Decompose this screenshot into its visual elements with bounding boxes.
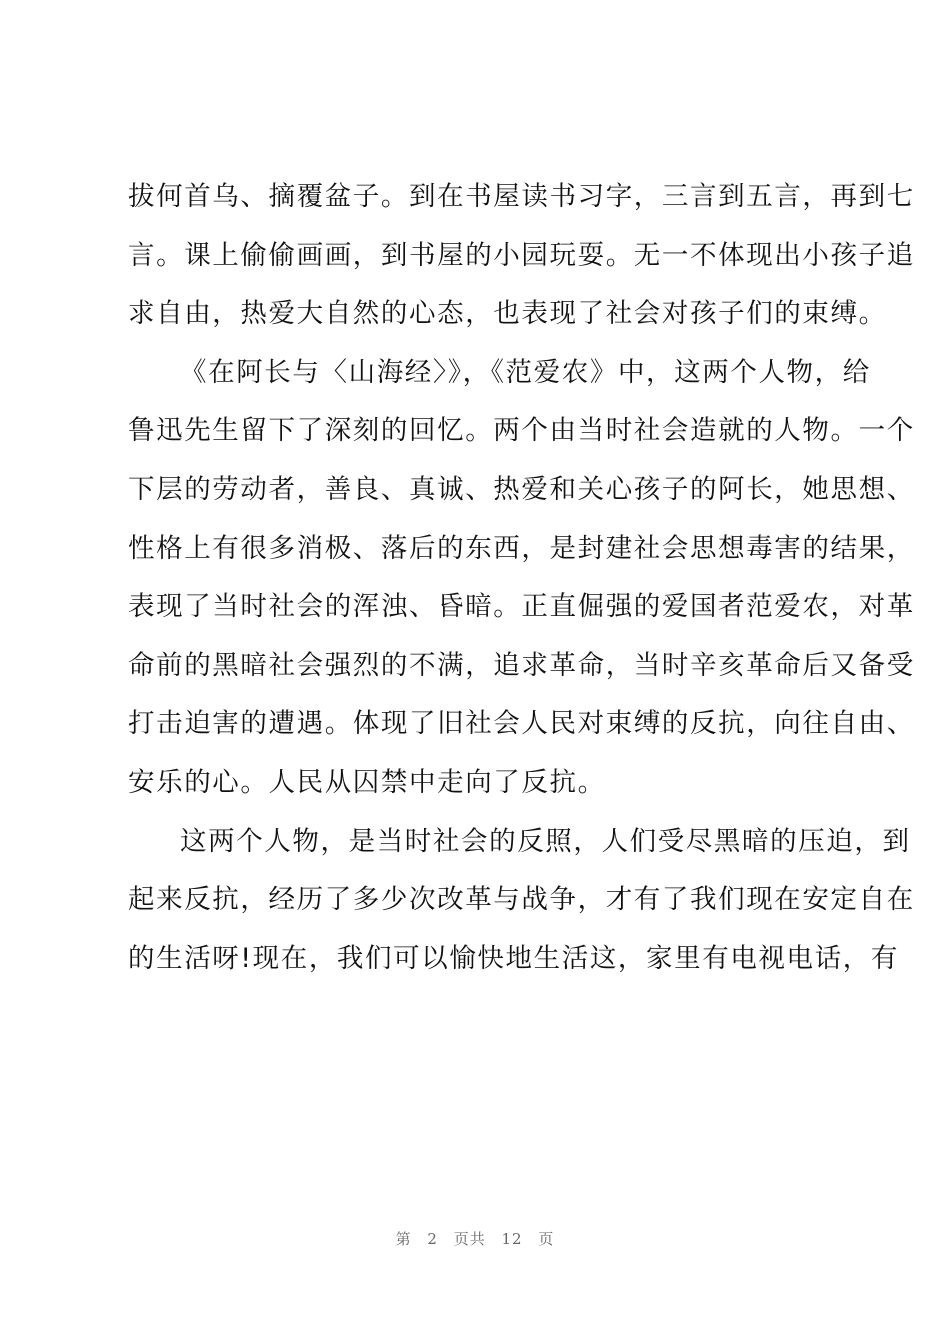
text-line: 求自由，热爱大自然的心态，也表现了社会对孩子们的束缚。 — [128, 298, 887, 330]
paragraph-start-line: 《在阿长与〈山海经〉》，《范爱农》中，这两个人物，给 — [180, 356, 871, 388]
text-line: 的生活呀!现在，我们可以愉快地生活这，家里有电视电话，有 — [128, 942, 899, 974]
text-line: 拔何首乌、摘覆盆子。到在书屋读书习字，三言到五言，再到七 — [128, 181, 915, 212]
text-line: 打击迫害的遭遇。体现了旧社会人民对束缚的反抗，向往自由、 — [128, 708, 915, 740]
text-line: 起来反抗，经历了多少次改革与战争，才有了我们现在安定自在 — [128, 884, 915, 916]
text-line: 安乐的心。人民从囚禁中走向了反抗。 — [128, 766, 606, 798]
text-line: 下层的劳动者，善良、真诚、热爱和关心孩子的阿长，她思想、 — [128, 473, 915, 505]
text-line: 言。课上偷偷画画，到书屋的小园玩耍。无一不体现出小孩子追 — [128, 239, 915, 271]
text-line: 命前的黑暗社会强烈的不满，追求革命，当时辛亥革命后又备受 — [128, 649, 915, 681]
page-number-footer: 第 2 页共 12 页 — [395, 1230, 555, 1248]
body-text — [128, 168, 915, 988]
text-line: 性格上有很多消极、落后的东西，是封建社会思想毒害的结果， — [128, 532, 915, 564]
text-line: 鲁迅先生留下了深刻的回忆。两个由当时社会造就的人物。一个 — [128, 415, 915, 447]
paragraph-start-line: 这两个人物，是当时社会的反照，人们受尽黑暗的压迫，到 — [180, 825, 911, 857]
text-line: 表现了当时社会的浑浊、昏暗。正直倔强的爱国者范爱农，对革 — [128, 591, 915, 623]
